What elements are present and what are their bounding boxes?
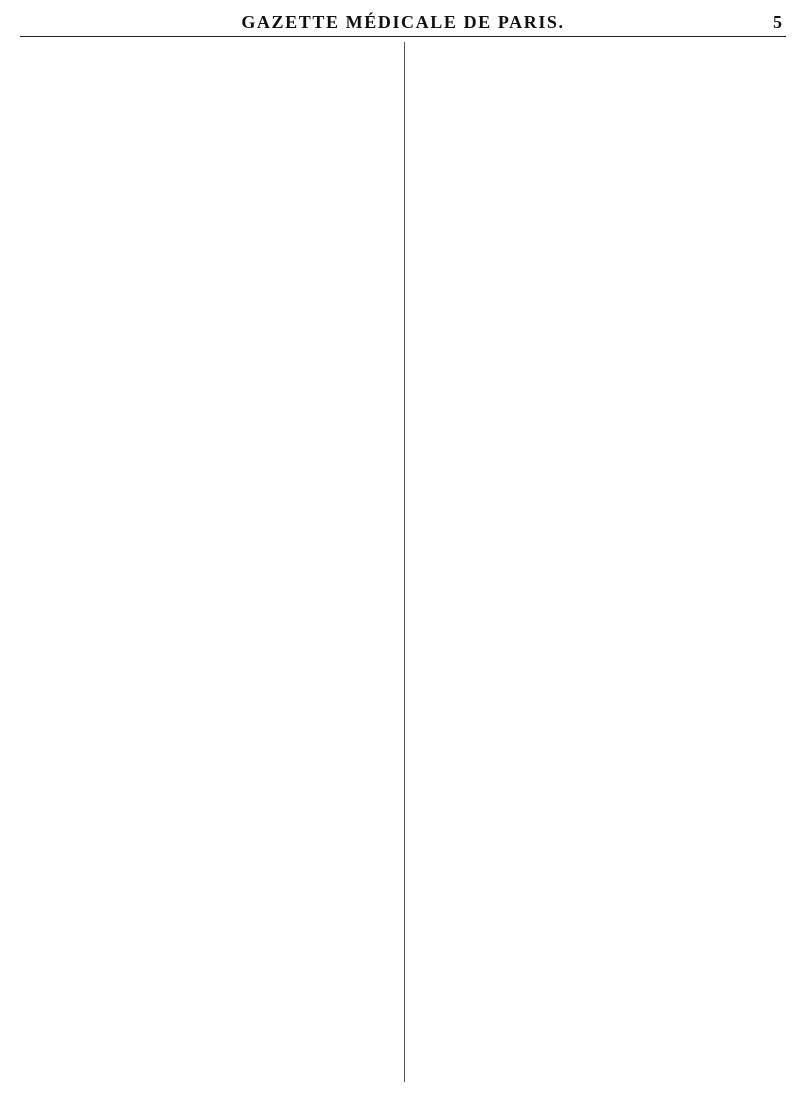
page-number: 5 xyxy=(773,12,782,32)
running-header xyxy=(20,10,786,37)
text-columns xyxy=(20,42,786,1082)
journal-title: GAZETTE MÉDICALE DE PARIS. xyxy=(241,12,565,32)
column-divider xyxy=(404,42,405,1082)
